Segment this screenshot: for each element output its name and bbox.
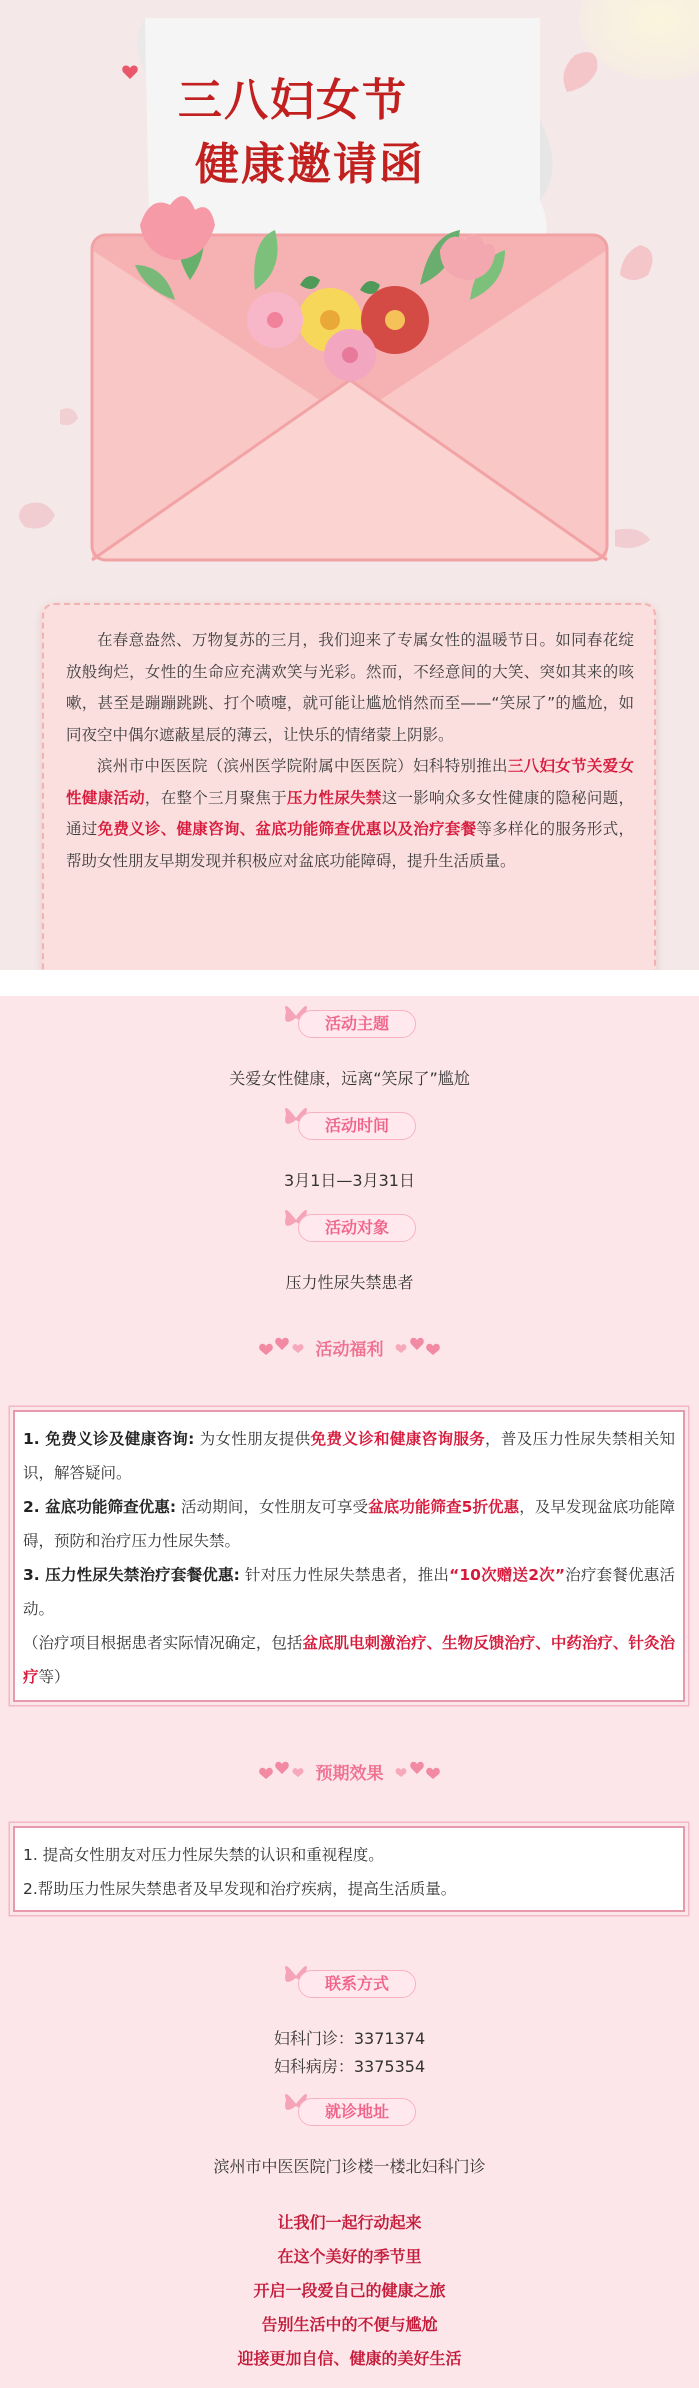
contact-ward-phone: 妇科病房：3375354 [273, 2057, 426, 2076]
effects-box [13, 1826, 685, 1912]
target-value: 压力性尿失禁患者 [285, 1273, 414, 1292]
benefit-2-title: 2. 盆底功能筛查优惠: [23, 1498, 177, 1516]
benefit-text: 活动期间，女性朋友可享受 [176, 1498, 369, 1516]
benefit-3-highlight: “10次赠送2次” [449, 1566, 566, 1584]
address-value: 滨州市中医医院门诊楼一楼北妇科门诊 [213, 2157, 486, 2176]
benefit-item-2 [23, 1490, 675, 1558]
target-label: 活动对象 [298, 1214, 416, 1242]
theme-label-wrap [0, 1002, 699, 1042]
contact-clinic-phone: 妇科门诊：3371374 [273, 2029, 426, 2048]
intro-highlight-activity: 三八妇女节关爱女性健康活动 [66, 757, 634, 807]
benefit-text: 为女性朋友提供 [194, 1430, 311, 1448]
effect-item-1: 1. 提高女性朋友对压力性尿失禁的认识和重视程度。 [23, 1846, 384, 1864]
address-label-wrap [0, 2090, 699, 2130]
intro-text: 等多样化的服务形式，帮助女性朋友早期发现并积极应对盆底功能障碍，提升生活质量。 [66, 820, 634, 870]
benefit-note-highlight: 盆底肌电刺激治疗、生物反馈治疗、中药治疗、针灸治疗 [23, 1634, 675, 1686]
benefit-text: 治疗套餐优惠活动。 [23, 1566, 675, 1618]
title-line-2: 健康邀请函 [195, 139, 425, 190]
benefit-3-title: 3. 压力性尿失禁治疗套餐优惠: [23, 1566, 240, 1584]
contact-label-wrap [0, 1962, 699, 2002]
benefit-text: 针对压力性尿失禁患者，推出 [239, 1566, 450, 1584]
address-label: 就诊地址 [298, 2098, 416, 2126]
benefits-box [13, 1410, 685, 1702]
intro-text: 这一影响众多女性健康的隐秘问题，通过 [66, 788, 634, 838]
intro-text: ，在整个三月聚焦于 [144, 788, 287, 807]
intro-highlight-condition: 压力性尿失禁 [286, 788, 382, 807]
closing-line-4: 告别生活中的不便与尴尬 [261, 2315, 438, 2334]
benefit-2-highlight: 盆底功能筛查5折优惠 [368, 1498, 520, 1516]
effect-item-2: 2.帮助压力性尿失禁患者及早发现和治疗疾病，提高生活质量。 [23, 1880, 457, 1898]
effects-heading-text: 预期效果 [315, 1764, 384, 1784]
benefit-1-highlight: 免费义诊和健康咨询服务 [310, 1430, 486, 1448]
benefit-item-1 [23, 1422, 675, 1490]
intro-paragraph-1: 在春意盎然、万物复苏的三月，我们迎来了专属女性的温暖节日。如同春花绽放般绚烂，女性的生命应充满欢笑与光彩。然而，不经意间的大笑、突如其来的咳嗽，甚至是蹦蹦跳跳、打个喷嚏，就可能让尴尬悄然而至——“笑尿了”的尴尬，如同夜空中偶尔遮蔽星辰的薄云，让快乐的情绪蒙上阴影。 [66, 631, 634, 744]
intro-highlight-services: 免费义诊、健康咨询、盆底功能筛查优惠以及治疗套餐 [97, 820, 477, 838]
closing-line-5: 迎接更加自信、健康的美好生活 [237, 2349, 462, 2368]
closing-line-2: 在这个美好的季节里 [277, 2247, 422, 2266]
theme-label: 活动主题 [298, 1010, 416, 1038]
hearts-icon [395, 1332, 441, 1356]
theme-value: 关爱女性健康，远离“笑尿了”尴尬 [229, 1069, 470, 1088]
details-section [0, 996, 699, 2388]
flower-pink [247, 292, 303, 348]
title-line-1: 三八妇女节 [178, 75, 408, 126]
benefit-1-title: 1. 免费义诊及健康咨询: [23, 1430, 195, 1448]
time-value: 3月1日—3月31日 [284, 1171, 415, 1190]
hearts-icon [395, 1756, 441, 1780]
benefit-text: ，普及压力性尿失禁相关知识，解答疑问。 [23, 1430, 675, 1482]
time-label-wrap [0, 1104, 699, 1144]
intro-text: 滨州市中医医院（滨州医学院附属中医医院）妇科特别推出 [97, 757, 508, 775]
effects-heading [0, 1756, 699, 1786]
contact-label: 联系方式 [298, 1970, 416, 1998]
flower-pink-2 [324, 329, 376, 381]
benefit-text: 等） [38, 1668, 70, 1686]
benefits-heading-text: 活动福利 [315, 1340, 384, 1360]
benefit-text: ，及早发现盆底功能障碍，预防和治疗压力性尿失禁。 [23, 1498, 675, 1550]
intro-paragraph-2 [66, 751, 634, 877]
hero-section [0, 0, 699, 970]
benefit-text: （治疗项目根据患者实际情况确定，包括 [23, 1634, 303, 1652]
closing-line-3: 开启一段爱自己的健康之旅 [253, 2281, 446, 2300]
benefits-heading [0, 1332, 699, 1362]
target-label-wrap [0, 1206, 699, 1246]
time-label: 活动时间 [298, 1112, 416, 1140]
closing-line-1: 让我们一起行动起来 [277, 2213, 422, 2232]
benefit-item-3 [23, 1558, 675, 1626]
intro-box [42, 603, 656, 970]
benefit-note [23, 1626, 675, 1694]
